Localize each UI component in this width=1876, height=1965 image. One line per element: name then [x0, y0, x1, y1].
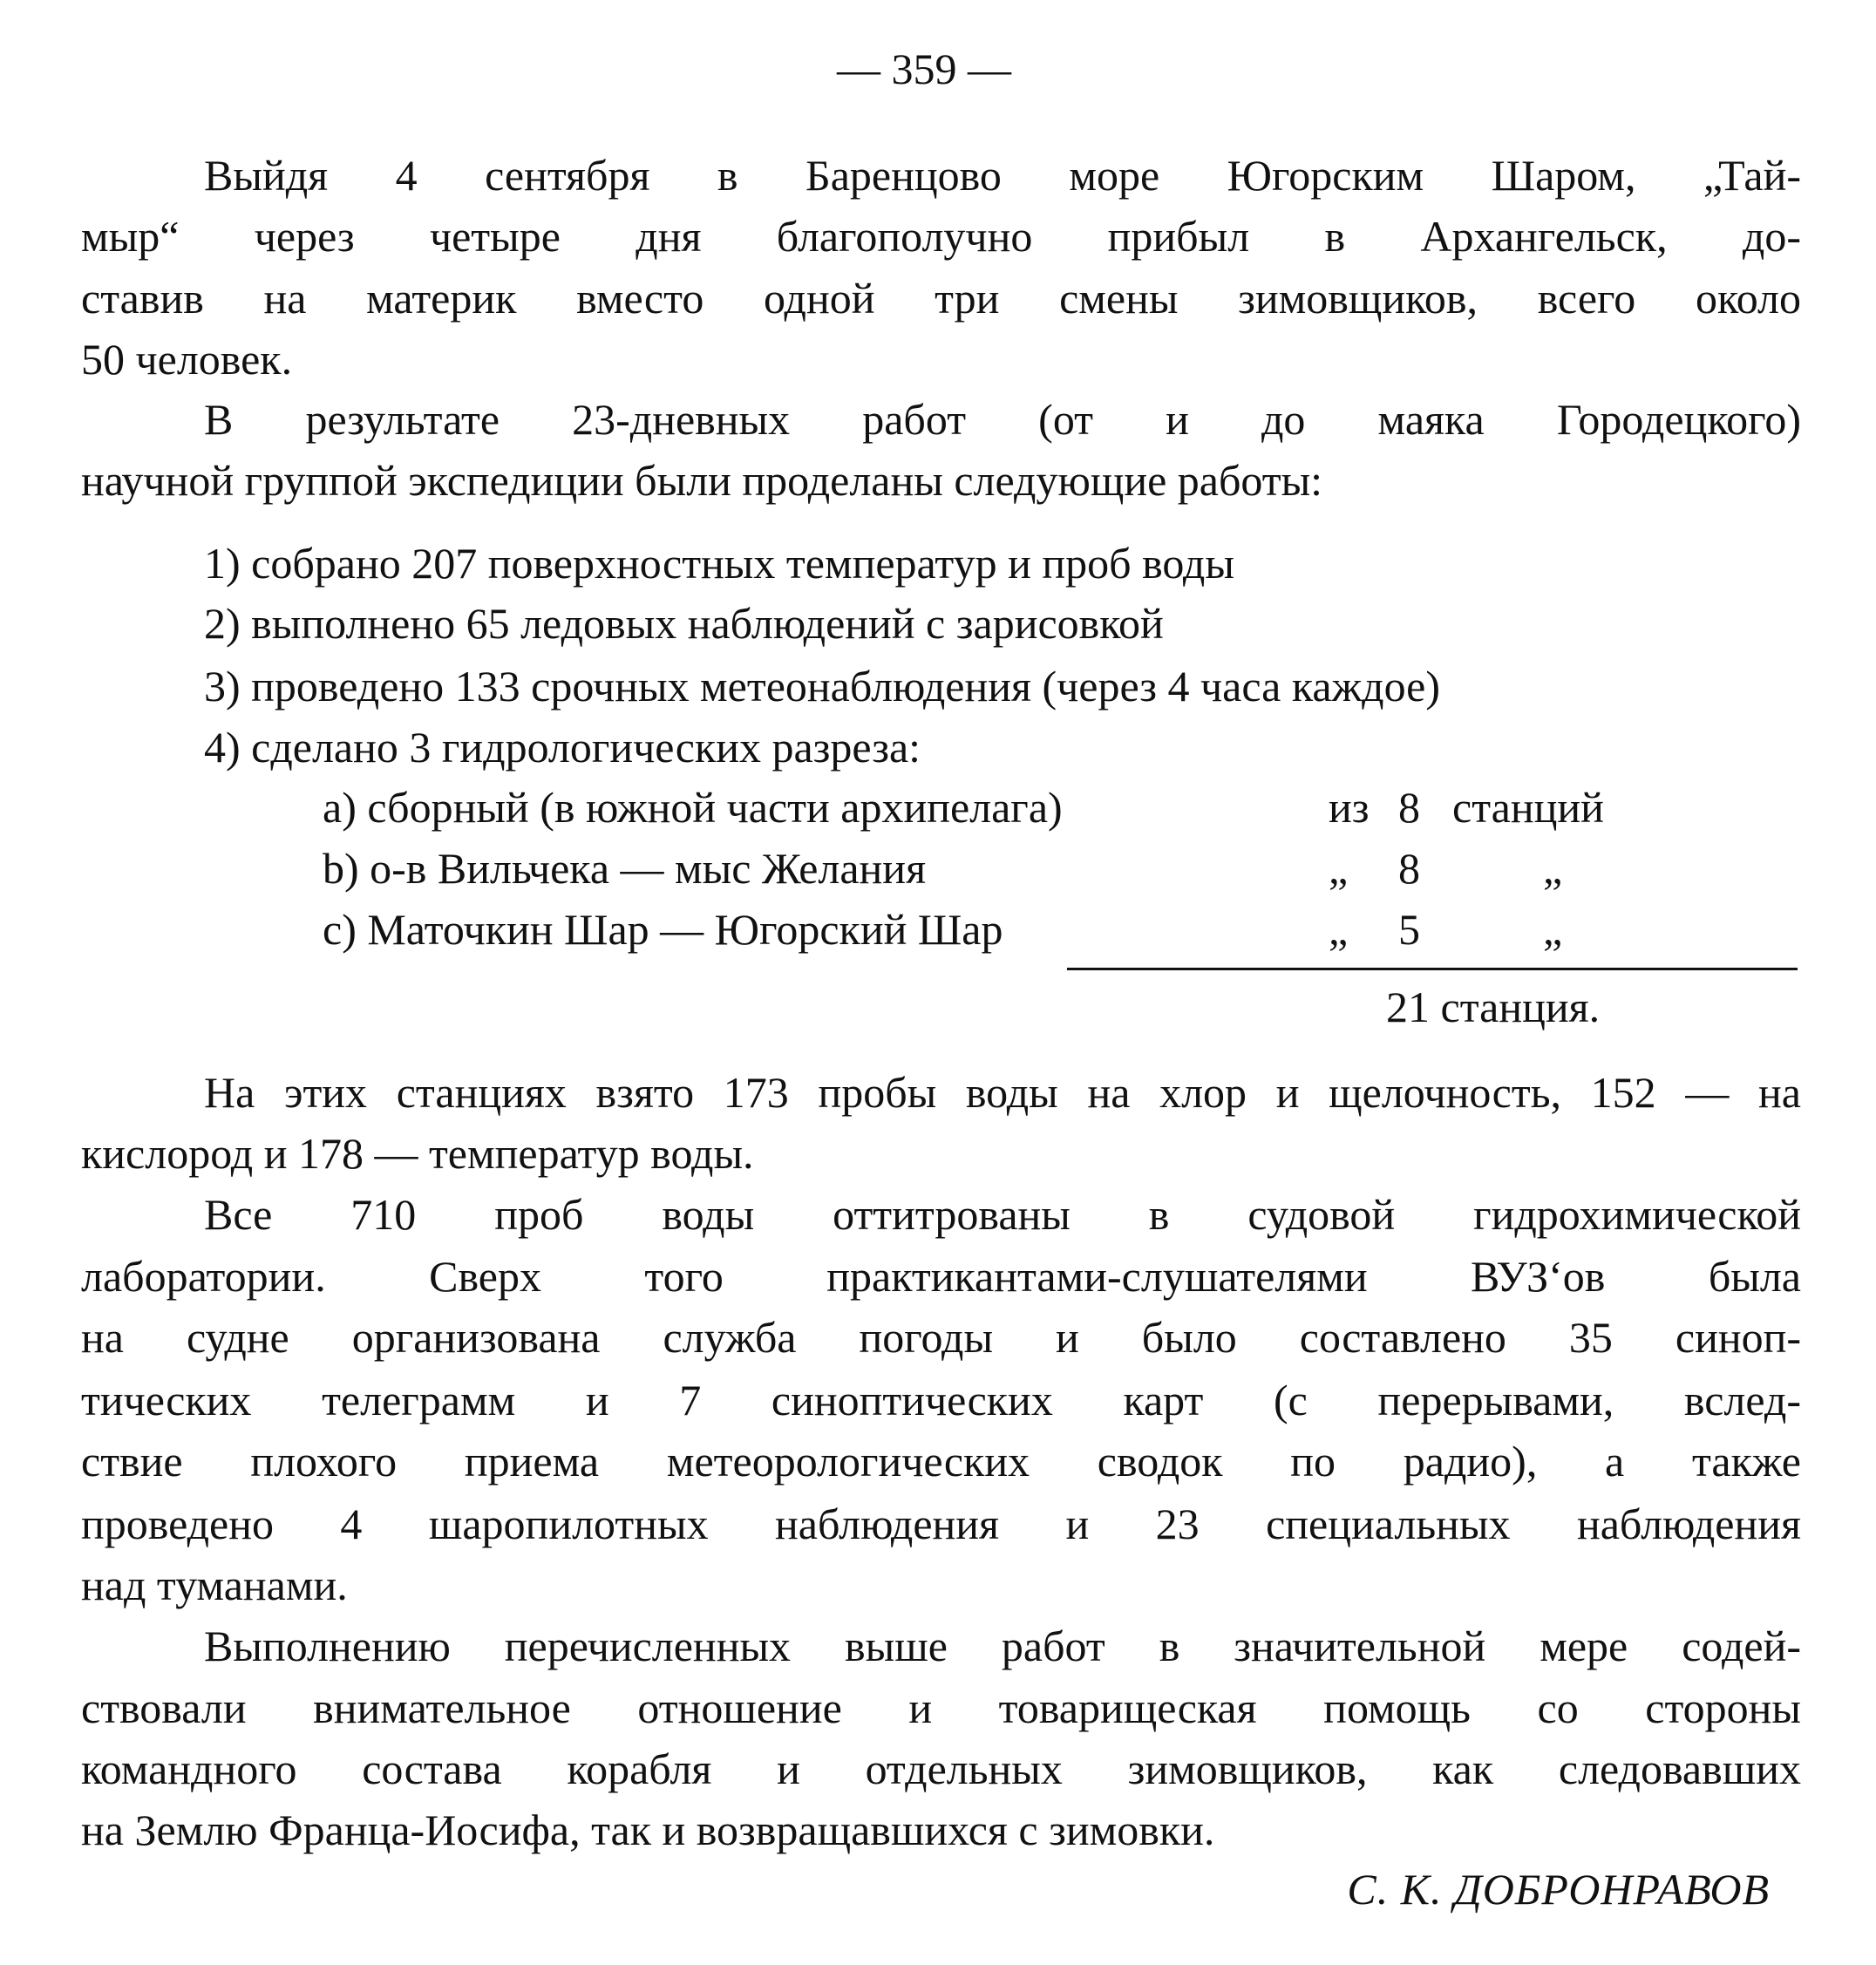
list-item: 1) собрано 207 поверхностных температур и проб воды	[204, 539, 1234, 588]
section-label: c) Маточкин Шар — Югорский Шар	[323, 905, 1003, 954]
list-item: 3) проведено 133 срочных метеонаблюдения (через 4 часа каждое)	[204, 662, 1441, 711]
section-prefix: из	[1329, 783, 1370, 832]
section-unit: „	[1543, 844, 1563, 893]
total-stations: 21 станция.	[1386, 982, 1601, 1031]
paragraph-line: Выполнению перечисленных выше работ в значительной мере содей-	[204, 1622, 1801, 1670]
section-count: 8	[1398, 844, 1420, 893]
list-item: 4) сделано 3 гидрологических разреза:	[204, 723, 921, 772]
paragraph-line: кислород и 178 — температур воды.	[81, 1129, 754, 1178]
paragraph-line: мыр“ через четыре дня благополучно прибыл в Архангельск, до-	[81, 212, 1801, 261]
author-signature: С. К. ДОБРОНРАВОВ	[1347, 1865, 1770, 1914]
paragraph-line: На этих станциях взято 173 пробы воды на хлор и щелочность, 152 — на	[204, 1068, 1801, 1117]
paragraph-line: на Землю Франца-Иосифа, так и возвращавшихся с зимовки.	[81, 1805, 1215, 1854]
section-label: a) сборный (в южной части архипелага)	[323, 783, 1063, 832]
paragraph-line: на судне организована служба погоды и было составлено 35 синоп-	[81, 1313, 1801, 1362]
paragraph-line: ствие плохого приема метеорологических сводок по радио), а также	[81, 1437, 1801, 1486]
section-unit: „	[1543, 905, 1563, 954]
paragraph-line: научной группой экспедиции были проделаны следующие работы:	[81, 456, 1323, 505]
paragraph-line: Все 710 проб воды оттитрованы в судовой гидрохимической	[204, 1190, 1801, 1239]
paragraph-line: проведено 4 шаропилотных наблюдения и 23 специальных наблюдения	[81, 1499, 1801, 1548]
section-count: 5	[1398, 905, 1420, 954]
sum-rule	[1067, 968, 1798, 970]
section-prefix: „	[1329, 905, 1349, 954]
paragraph-line: командного состава корабля и отдельных зимовщиков, как следовавших	[81, 1744, 1801, 1793]
paragraph-line: ствовали внимательное отношение и товарищеская помощь со стороны	[81, 1683, 1801, 1732]
section-label: b) о-в Вильчека — мыс Желания	[323, 844, 927, 893]
paragraph-line: ставив на материк вместо одной три смены зимовщиков, всего около	[81, 274, 1801, 323]
paragraph-line: тических телеграмм и 7 синоптических карт (с перерывами, вслед-	[81, 1376, 1801, 1424]
section-unit: станций	[1452, 783, 1604, 832]
paragraph-line: В результате 23-дневных работ (от и до маяка Городецкого)	[204, 395, 1801, 444]
paragraph-line: лаборатории. Сверх того практикантами-слушателями ВУЗ‘ов была	[81, 1252, 1801, 1301]
paragraph-line: Выйдя 4 сентября в Баренцово море Югорским Шаром, „Тай-	[204, 151, 1801, 200]
section-count: 8	[1398, 783, 1420, 832]
section-prefix: „	[1329, 844, 1349, 893]
list-item: 2) выполнено 65 ледовых наблюдений с зарисовкой	[204, 599, 1164, 648]
paragraph-line: над туманами.	[81, 1560, 348, 1609]
page-number: — 359 —	[837, 44, 1011, 93]
paragraph-line: 50 человек.	[81, 335, 293, 384]
